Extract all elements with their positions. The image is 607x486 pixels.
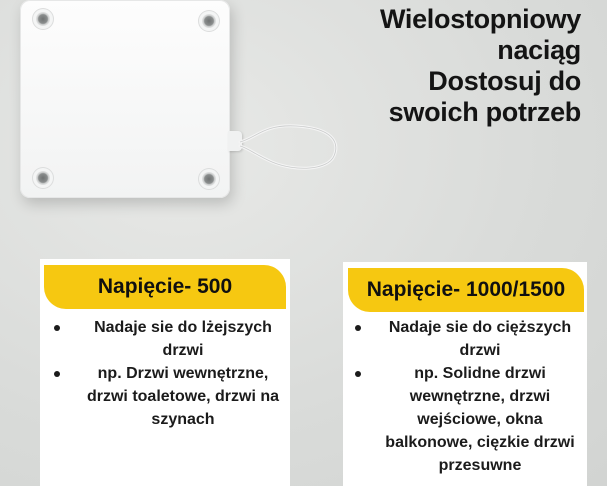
bullet-dot-icon — [355, 325, 361, 331]
feature-list — [353, 316, 581, 477]
list-item-text: np. Drzwi wewnętrzne, drzwi toaletowe, drzwi na szynach — [86, 365, 280, 428]
list-item-text: np. Solidne drzwi wewnętrzne, drzwi wejściowe, okna balkonowe, cięzkie drzwi przesuwne — [385, 365, 575, 474]
headline-line: Wielostopniowy — [379, 4, 581, 34]
list-item — [52, 362, 284, 431]
door-closer-device-image — [20, 0, 230, 198]
headline — [311, 4, 581, 128]
screw-icon — [36, 171, 50, 185]
card-title-banner: Napięcie- 1000/1500 — [348, 268, 584, 312]
card-title-banner: Napięcie- 500 — [44, 265, 286, 309]
feature-list — [52, 316, 284, 431]
headline-line: naciąg — [497, 35, 581, 65]
tension-1000-1500-card — [343, 262, 587, 486]
screw-icon — [202, 14, 216, 28]
list-item-text: Nadaje sie do cięższych drzwi — [388, 319, 572, 359]
list-item — [52, 316, 284, 362]
tension-500-card — [40, 259, 290, 486]
headline-line: Dostosuj do — [428, 66, 581, 96]
list-item — [353, 362, 581, 477]
list-item — [353, 316, 581, 362]
list-item-text: Nadaje sie do lżejszych drzwi — [94, 319, 272, 359]
headline-line: swoich potrzeb — [388, 97, 581, 127]
screw-icon — [202, 172, 216, 186]
bullet-dot-icon — [54, 371, 60, 377]
bullet-dot-icon — [355, 371, 361, 377]
screw-icon — [36, 12, 50, 26]
bullet-dot-icon — [54, 325, 60, 331]
